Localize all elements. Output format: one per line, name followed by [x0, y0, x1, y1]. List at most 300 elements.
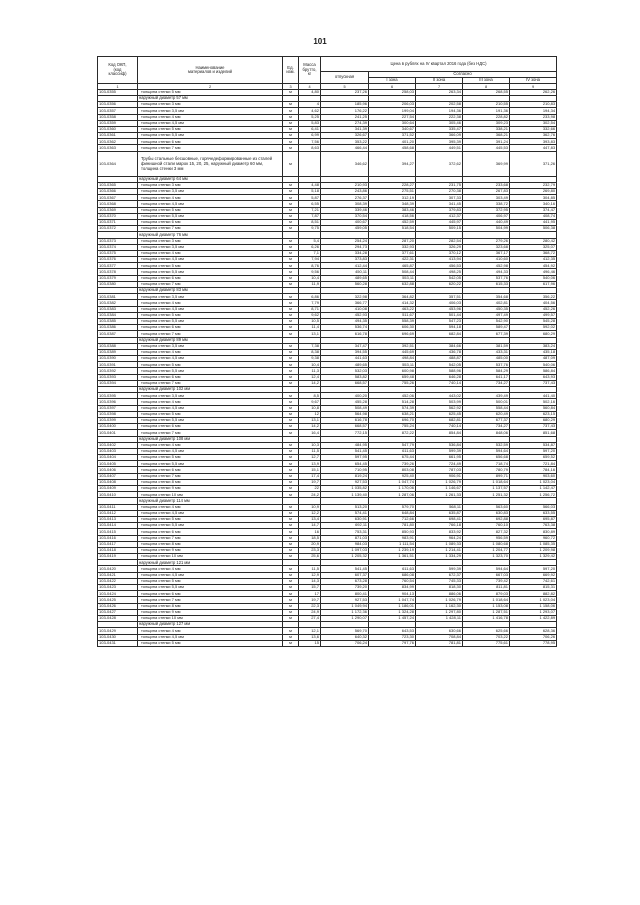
name-cell: толщина стенки 3 мм — [138, 238, 283, 244]
code-cell: 103-0413 — [98, 516, 138, 522]
header-code: Код ОКП, (код классиф) — [98, 57, 138, 84]
code-cell: 103-0427 — [98, 609, 138, 615]
mass-cell: 5,4 — [299, 238, 321, 244]
mass-cell: 11,5 — [299, 566, 321, 572]
price-zone-1-cell: 312,19 — [369, 195, 416, 201]
price-zone-1-cell: 696,70 — [369, 417, 416, 423]
code-cell: 103-0374 — [98, 244, 138, 250]
mass-cell: 9,62 — [299, 312, 321, 318]
mass-cell: 22 — [299, 486, 321, 492]
price-factory-cell: 1 139,40 — [321, 492, 369, 498]
price-zone-3-cell: 381,59 — [463, 343, 510, 349]
mass-cell: 15,1 — [299, 467, 321, 473]
column-number: 3 — [283, 84, 299, 89]
price-zone-4-cell: 763,38 — [510, 523, 557, 529]
price-zone-4-cell: 496,46 — [510, 269, 557, 275]
code-cell: 103-0363 — [98, 145, 138, 151]
price-zone-3-cell: 368,21 — [463, 133, 510, 139]
code-cell: 103-0415 — [98, 529, 138, 535]
name-cell: толщина стенки 9 мм — [138, 547, 283, 553]
price-zone-2-cell: 620,22 — [416, 281, 463, 287]
price-zone-2-cell: 740,14 — [416, 424, 463, 430]
price-zone-3-cell: 497,49 — [463, 312, 510, 318]
price-zone-3-cell: 410,60 — [463, 257, 510, 263]
price-zone-4-cell: 903,60 — [510, 473, 557, 479]
price-zone-2-cell: 562,92 — [416, 405, 463, 411]
price-zone-1-cell: 1 111,54 — [369, 541, 416, 547]
unit-cell: м — [283, 318, 299, 324]
price-zone-3-cell: 956,59 — [463, 535, 510, 541]
name-cell: толщина стенки 8 мм — [138, 541, 283, 547]
unit-cell: м — [283, 356, 299, 362]
mass-cell: 27,4 — [299, 615, 321, 621]
mass-cell: 7,87 — [299, 213, 321, 219]
header-zone-1: I зона — [369, 78, 416, 84]
price-zone-1-cell: 498,84 — [369, 356, 416, 362]
code-cell: 103-0372 — [98, 226, 138, 232]
price-zone-4-cell: 280,42 — [510, 238, 557, 244]
header-factory-price: отпускная — [321, 72, 369, 84]
price-zone-4-cell: 617,96 — [510, 281, 557, 287]
price-factory-cell: 508,49 — [321, 405, 369, 411]
price-zone-3-cell: 267,83 — [463, 189, 510, 195]
price-factory-cell: 607,37 — [321, 572, 369, 578]
code-cell: 103-0429 — [98, 628, 138, 634]
price-factory-cell: 489,65 — [321, 362, 369, 368]
price-factory-cell: 574,41 — [321, 510, 369, 516]
price-zone-3-cell: 734,27 — [463, 424, 510, 430]
price-zone-3-cell: 718,74 — [463, 461, 510, 467]
name-cell: толщина стенки 4,5 мм — [138, 572, 283, 578]
price-zone-1-cell: 1 047,74 — [369, 597, 416, 603]
mass-cell: 13,6 — [299, 634, 321, 640]
unit-cell: м — [283, 448, 299, 454]
price-zone-4-cell: 269,80 — [510, 189, 557, 195]
price-zone-1-cell: 760,54 — [369, 578, 416, 584]
mass-cell: 20,9 — [299, 541, 321, 547]
unit-cell: м — [283, 424, 299, 430]
price-zone-1-cell: 850,93 — [369, 529, 416, 535]
price-zone-2-cell: 357,51 — [416, 294, 463, 300]
code-cell: 103-0421 — [98, 572, 138, 578]
unit-cell: м — [283, 411, 299, 417]
price-zone-3-cell: 433,31 — [463, 349, 510, 355]
column-number: 6 — [369, 84, 416, 89]
name-cell: толщина стенки 5 мм — [138, 126, 283, 132]
price-zone-4-cell: 586,84 — [510, 368, 557, 374]
price-factory-cell: 772,15 — [321, 430, 369, 436]
unit-cell: м — [283, 195, 299, 201]
price-zone-3-cell: 667,03 — [463, 572, 510, 578]
price-zone-1-cell: 983,91 — [369, 535, 416, 541]
price-zone-2-cell: 724,49 — [416, 461, 463, 467]
unit-cell: м — [283, 535, 299, 541]
section-title: наружный диаметр 102 мм — [138, 387, 283, 393]
price-zone-2-cell: 456,53 — [416, 263, 463, 269]
price-zone-4-cell: 506,38 — [510, 226, 557, 232]
mass-cell: 5,87 — [299, 195, 321, 201]
price-zone-3-cell: 641,17 — [463, 374, 510, 380]
price-zone-4-cell: 680,29 — [510, 417, 557, 423]
price-zone-4-cell: 643,93 — [510, 374, 557, 380]
price-factory-cell: 927,53 — [321, 597, 369, 603]
price-zone-2-cell: 1 297,80 — [416, 609, 463, 615]
price-zone-3-cell: 354,68 — [463, 294, 510, 300]
unit-cell: м — [283, 615, 299, 621]
code-cell: 103-0370 — [98, 213, 138, 219]
name-cell: толщина стенки 6 мм — [138, 374, 283, 380]
price-zone-2-cell: 1 428,11 — [416, 615, 463, 621]
name-cell: толщина стенки 7 мм — [138, 535, 283, 541]
price-zone-4-cell: 737,43 — [510, 380, 557, 386]
code-cell: 103-0431 — [98, 640, 138, 646]
price-zone-4-cell: 851,68 — [510, 430, 557, 436]
section-title: наружный диаметр 57 мм — [138, 95, 283, 101]
price-factory-cell: 366,77 — [321, 300, 369, 306]
price-factory-cell: 243,86 — [321, 189, 369, 195]
price-zone-2-cell: 547,23 — [416, 318, 463, 324]
unit-cell: м — [283, 510, 299, 516]
price-factory-cell: 341,39 — [321, 126, 369, 132]
price-zone-2-cell: 488,87 — [416, 356, 463, 362]
header-zone-4: IV зона — [510, 78, 557, 84]
section-title: наружный диаметр 114 мм — [138, 498, 283, 504]
unit-cell: м — [283, 120, 299, 126]
price-zone-3-cell: 620,49 — [463, 411, 510, 417]
price-factory-cell: 400,20 — [321, 393, 369, 399]
header-zone-2: II зона — [416, 78, 463, 84]
code-cell: 103-0412 — [98, 510, 138, 516]
mass-cell: 19,7 — [299, 479, 321, 485]
mass-cell: 14,3 — [299, 578, 321, 584]
code-cell: 103-0385 — [98, 318, 138, 324]
price-zone-1-cell: 1 170,06 — [369, 486, 416, 492]
unit-cell: м — [283, 461, 299, 467]
unit-cell: м — [283, 628, 299, 634]
mass-cell: 10,5 — [299, 318, 321, 324]
code-cell: 103-0420 — [98, 566, 138, 572]
price-zone-2-cell: 263,34 — [416, 89, 463, 95]
price-zone-2-cell: 449,51 — [416, 145, 463, 151]
code-cell: 103-0389 — [98, 349, 138, 355]
price-factory-cell: 346,62 — [321, 151, 369, 176]
unit-cell: м — [283, 585, 299, 591]
unit-cell: м — [283, 634, 299, 640]
mass-cell: 14,2 — [299, 380, 321, 386]
price-zone-1-cell: 340,67 — [369, 126, 416, 132]
mass-cell: 10,9 — [299, 504, 321, 510]
mass-cell: 8,38 — [299, 349, 321, 355]
price-factory-cell: 339,46 — [321, 207, 369, 213]
price-zone-2-cell: 1 146,67 — [416, 486, 463, 492]
code-cell: 103-0424 — [98, 591, 138, 597]
unit-cell: м — [283, 554, 299, 560]
price-zone-2-cell: 326,29 — [416, 244, 463, 250]
price-zone-2-cell: 588,96 — [416, 368, 463, 374]
name-cell: толщина стенки 6 мм — [138, 424, 283, 430]
code-cell: 103-0390 — [98, 356, 138, 362]
unit-cell: м — [283, 640, 299, 646]
price-factory-cell: 927,53 — [321, 479, 369, 485]
price-factory-cell: 753,31 — [321, 529, 369, 535]
code-cell: 103-0396 — [98, 399, 138, 405]
price-zone-3-cell: 367,17 — [463, 250, 510, 256]
price-zone-3-cell: 338,72 — [463, 201, 510, 207]
price-factory-cell: 630,91 — [321, 516, 369, 522]
price-zone-2-cell: 854,84 — [416, 430, 463, 436]
price-zone-4-cell: 233,98 — [510, 114, 557, 120]
price-zone-4-cell: 441,40 — [510, 393, 557, 399]
price-zone-4-cell: 1 023,04 — [510, 597, 557, 603]
price-factory-cell: 254,24 — [321, 238, 369, 244]
unit-cell: м — [283, 294, 299, 300]
unit-cell: м — [283, 473, 299, 479]
price-zone-3-cell: 485,00 — [463, 356, 510, 362]
mass-cell: 8,76 — [299, 263, 321, 269]
price-zone-2-cell: 594,18 — [416, 325, 463, 331]
price-zone-3-cell: 440,49 — [463, 219, 510, 225]
code-cell: 103-0405 — [98, 461, 138, 467]
unit-cell: м — [283, 609, 299, 615]
price-factory-cell: 452,93 — [321, 312, 369, 318]
price-zone-2-cell: 672,37 — [416, 572, 463, 578]
code-cell: 103-0366 — [98, 189, 138, 195]
name-cell: толщина стенки 5,5 мм — [138, 585, 283, 591]
price-zone-4-cell: 1 293,07 — [510, 609, 557, 615]
code-cell: 103-0408 — [98, 479, 138, 485]
price-zone-1-cell: 287,20 — [369, 238, 416, 244]
name-cell: толщина стенки 4 мм — [138, 114, 283, 120]
name-cell: толщина стенки 6 мм — [138, 467, 283, 473]
code-cell: 103-0422 — [98, 578, 138, 584]
mass-cell: 13,4 — [299, 516, 321, 522]
price-zone-4-cell: 784,16 — [510, 467, 557, 473]
mass-cell: 4,80 — [299, 89, 321, 95]
unit-cell: м — [283, 102, 299, 108]
mass-cell: 25,6 — [299, 554, 321, 560]
price-zone-2-cell: 1 162,30 — [416, 603, 463, 609]
price-zone-1-cell: 514,28 — [369, 399, 416, 405]
price-zone-2-cell: 698,41 — [416, 516, 463, 522]
mass-cell: 23,3 — [299, 547, 321, 553]
name-cell: толщина стенки 9 мм — [138, 609, 283, 615]
mass-cell: 11,3 — [299, 368, 321, 374]
price-zone-1-cell: 1 239,19 — [369, 547, 416, 553]
price-zone-2-cell: 625,45 — [416, 411, 463, 417]
price-zone-4-cell: 368,72 — [510, 250, 557, 256]
price-zone-4-cell: 706,26 — [510, 634, 557, 640]
name-cell: толщина стенки 10 мм — [138, 492, 283, 498]
mass-cell: 12,4 — [299, 374, 321, 380]
name-cell: толщина стенки 5 мм — [138, 362, 283, 368]
price-zone-1-cell: 511,67 — [369, 312, 416, 318]
mass-cell: 8,5 — [299, 393, 321, 399]
price-zone-2-cell: 906,91 — [416, 473, 463, 479]
mass-cell: 10,3 — [299, 442, 321, 448]
name-cell: толщина стенки 4 мм — [138, 442, 283, 448]
price-zone-3-cell: 1 287,51 — [463, 609, 510, 615]
price-zone-3-cell: 692,88 — [463, 516, 510, 522]
section-title: наружный диаметр 64 мм — [138, 176, 283, 182]
price-zone-1-cell: 675,44 — [369, 455, 416, 461]
code-cell: 103-0395 — [98, 393, 138, 399]
price-factory-cell: 370,54 — [321, 213, 369, 219]
table-body — [98, 89, 557, 646]
header-zones-title: Согласно — [369, 72, 557, 78]
mass-cell: 12,1 — [299, 628, 321, 634]
name-cell: толщина стенки 5,5 мм — [138, 368, 283, 374]
mass-cell: 12,2 — [299, 510, 321, 516]
name-cell: толщина стенки 7 мм — [138, 281, 283, 287]
price-zone-2-cell: 708,84 — [416, 634, 463, 640]
name-cell: толщина стенки 3,5 мм — [138, 393, 283, 399]
price-zone-3-cell: 542,90 — [463, 318, 510, 324]
price-zone-1-cell: 422,31 — [369, 257, 416, 263]
price-zone-3-cell: 233,68 — [463, 182, 510, 188]
unit-cell: м — [283, 591, 299, 597]
price-zone-3-cell: 739,42 — [463, 578, 510, 584]
price-factory-cell: 532,03 — [321, 368, 369, 374]
name-cell: толщина стенки 4 мм — [138, 504, 283, 510]
price-zone-1-cell: 712,66 — [369, 516, 416, 522]
name-cell: толщина стенки 10 мм — [138, 615, 283, 621]
price-factory-cell: 692,11 — [321, 523, 369, 529]
price-zone-4-cell: 302,54 — [510, 120, 557, 126]
price-zone-4-cell: 435,18 — [510, 349, 557, 355]
unit-cell: м — [283, 219, 299, 225]
name-cell: толщина стенки 5 мм — [138, 312, 283, 318]
price-zone-4-cell: 560,84 — [510, 405, 557, 411]
mass-cell: 5,18 — [299, 189, 321, 195]
name-cell: толщина стенки 5,5 мм — [138, 461, 283, 467]
price-factory-cell: 668,57 — [321, 380, 369, 386]
unit-cell: м — [283, 572, 299, 578]
price-zone-4-cell: 737,43 — [510, 424, 557, 430]
price-factory-cell: 536,74 — [321, 325, 369, 331]
code-cell: 103-0359 — [98, 120, 138, 126]
unit-cell: м — [283, 479, 299, 485]
price-zone-3-cell: 500,01 — [463, 399, 510, 405]
name-cell: толщина стенки 4 мм — [138, 250, 283, 256]
mass-cell: 7,38 — [299, 343, 321, 349]
unit-cell: м — [283, 417, 299, 423]
price-zone-1-cell: 377,61 — [369, 250, 416, 256]
code-cell: 103-0378 — [98, 269, 138, 275]
name-cell: толщина стенки 6 мм — [138, 275, 283, 281]
price-zone-1-cell: 401,20 — [369, 139, 416, 145]
price-zone-1-cell: 452,06 — [369, 393, 416, 399]
mass-cell: 22,3 — [299, 603, 321, 609]
name-cell: толщина стенки 5,5 мм — [138, 417, 283, 423]
price-factory-cell: 564,98 — [321, 411, 369, 417]
price-zone-3-cell: 1 018,64 — [463, 479, 510, 485]
name-cell: толщина стенки 5 мм — [138, 411, 283, 417]
price-zone-3-cell: 1 137,57 — [463, 486, 510, 492]
price-factory-cell: 819,24 — [321, 473, 369, 479]
code-cell: 103-0360 — [98, 126, 138, 132]
price-zone-3-cell: 228,82 — [463, 114, 510, 120]
unit-cell: м — [283, 269, 299, 275]
price-zone-2-cell: 646,28 — [416, 374, 463, 380]
section-title: наружный диаметр 121 мм — [138, 560, 283, 566]
price-factory-cell: 185,96 — [321, 102, 369, 108]
price-factory-cell: 871,03 — [321, 535, 369, 541]
price-zone-3-cell: 369,99 — [463, 151, 510, 176]
name-cell: толщина стенки 4,5 мм — [138, 448, 283, 454]
price-zone-3-cell: 677,37 — [463, 417, 510, 423]
price-factory-cell: 668,57 — [321, 424, 369, 430]
price-zone-4-cell: 566,03 — [510, 504, 557, 510]
code-cell: 103-0392 — [98, 368, 138, 374]
name-cell: толщина стенки 5 мм — [138, 455, 283, 461]
name-cell: толщина стенки 5,5 мм — [138, 523, 283, 529]
mass-cell: 19,7 — [299, 597, 321, 603]
price-zone-2-cell: 542,05 — [416, 362, 463, 368]
name-cell: толщина стенки 4 мм — [138, 628, 283, 634]
price-factory-cell: 1 035,82 — [321, 486, 369, 492]
price-zone-1-cell: 1 457,24 — [369, 615, 416, 621]
unit-cell: м — [283, 133, 299, 139]
price-zone-1-cell: 258,03 — [369, 89, 416, 95]
unit-cell: м — [283, 547, 299, 553]
code-cell: 103-0382 — [98, 300, 138, 306]
price-zone-3-cell: 1 080,68 — [463, 541, 510, 547]
price-zone-2-cell: 341,45 — [416, 201, 463, 207]
price-factory-cell: 334,28 — [321, 250, 369, 256]
name-cell: толщина стенки 7 мм — [138, 473, 283, 479]
mass-cell: 12,7 — [299, 455, 321, 461]
mass-cell: 7,1 — [299, 250, 321, 256]
price-zone-3-cell: 563,60 — [463, 504, 510, 510]
code-cell: 103-0406 — [98, 467, 138, 473]
mass-cell: 18,5 — [299, 535, 321, 541]
price-zone-3-cell: 827,32 — [463, 529, 510, 535]
price-zone-2-cell: 231,75 — [416, 182, 463, 188]
price-zone-1-cell: 300,64 — [369, 120, 416, 126]
price-zone-1-cell: 547,79 — [369, 442, 416, 448]
price-zone-4-cell: 374,47 — [510, 207, 557, 213]
price-zone-2-cell: 1 214,41 — [416, 547, 463, 553]
mass-cell: 11,9 — [299, 281, 321, 287]
code-cell: 103-0358 — [98, 114, 138, 120]
price-zone-4-cell: 447,83 — [510, 145, 557, 151]
code-cell: 103-0361 — [98, 133, 138, 139]
price-factory-cell: 654,45 — [321, 461, 369, 467]
price-zone-1-cell: 1 047,74 — [369, 479, 416, 485]
price-zone-3-cell: 268,55 — [463, 89, 510, 95]
price-zone-3-cell: 589,47 — [463, 325, 510, 331]
unit-cell: м — [283, 213, 299, 219]
price-zone-1-cell: 755,24 — [369, 424, 416, 430]
code-cell: 103-0428 — [98, 615, 138, 621]
unit-cell: м — [283, 343, 299, 349]
price-zone-4-cell: 1 023,04 — [510, 479, 557, 485]
section-title: наружный диаметр 127 мм — [138, 622, 283, 628]
price-zone-4-cell: 721,84 — [510, 461, 557, 467]
name-cell: толщина стенки 6 мм — [138, 219, 283, 225]
price-factory-cell: 176,22 — [321, 108, 369, 114]
price-zone-2-cell: 630,66 — [416, 628, 463, 634]
price-zone-2-cell: 964,24 — [416, 535, 463, 541]
price-zone-1-cell: 579,70 — [369, 504, 416, 510]
code-cell: 103-0407 — [98, 473, 138, 479]
price-zone-4-cell: 960,72 — [510, 535, 557, 541]
price-zone-2-cell: 372,62 — [416, 151, 463, 176]
code-cell: 103-0383 — [98, 306, 138, 312]
unit-cell: м — [283, 349, 299, 355]
price-zone-1-cell: 206,03 — [369, 102, 416, 108]
mass-cell: 7,56 — [299, 139, 321, 145]
